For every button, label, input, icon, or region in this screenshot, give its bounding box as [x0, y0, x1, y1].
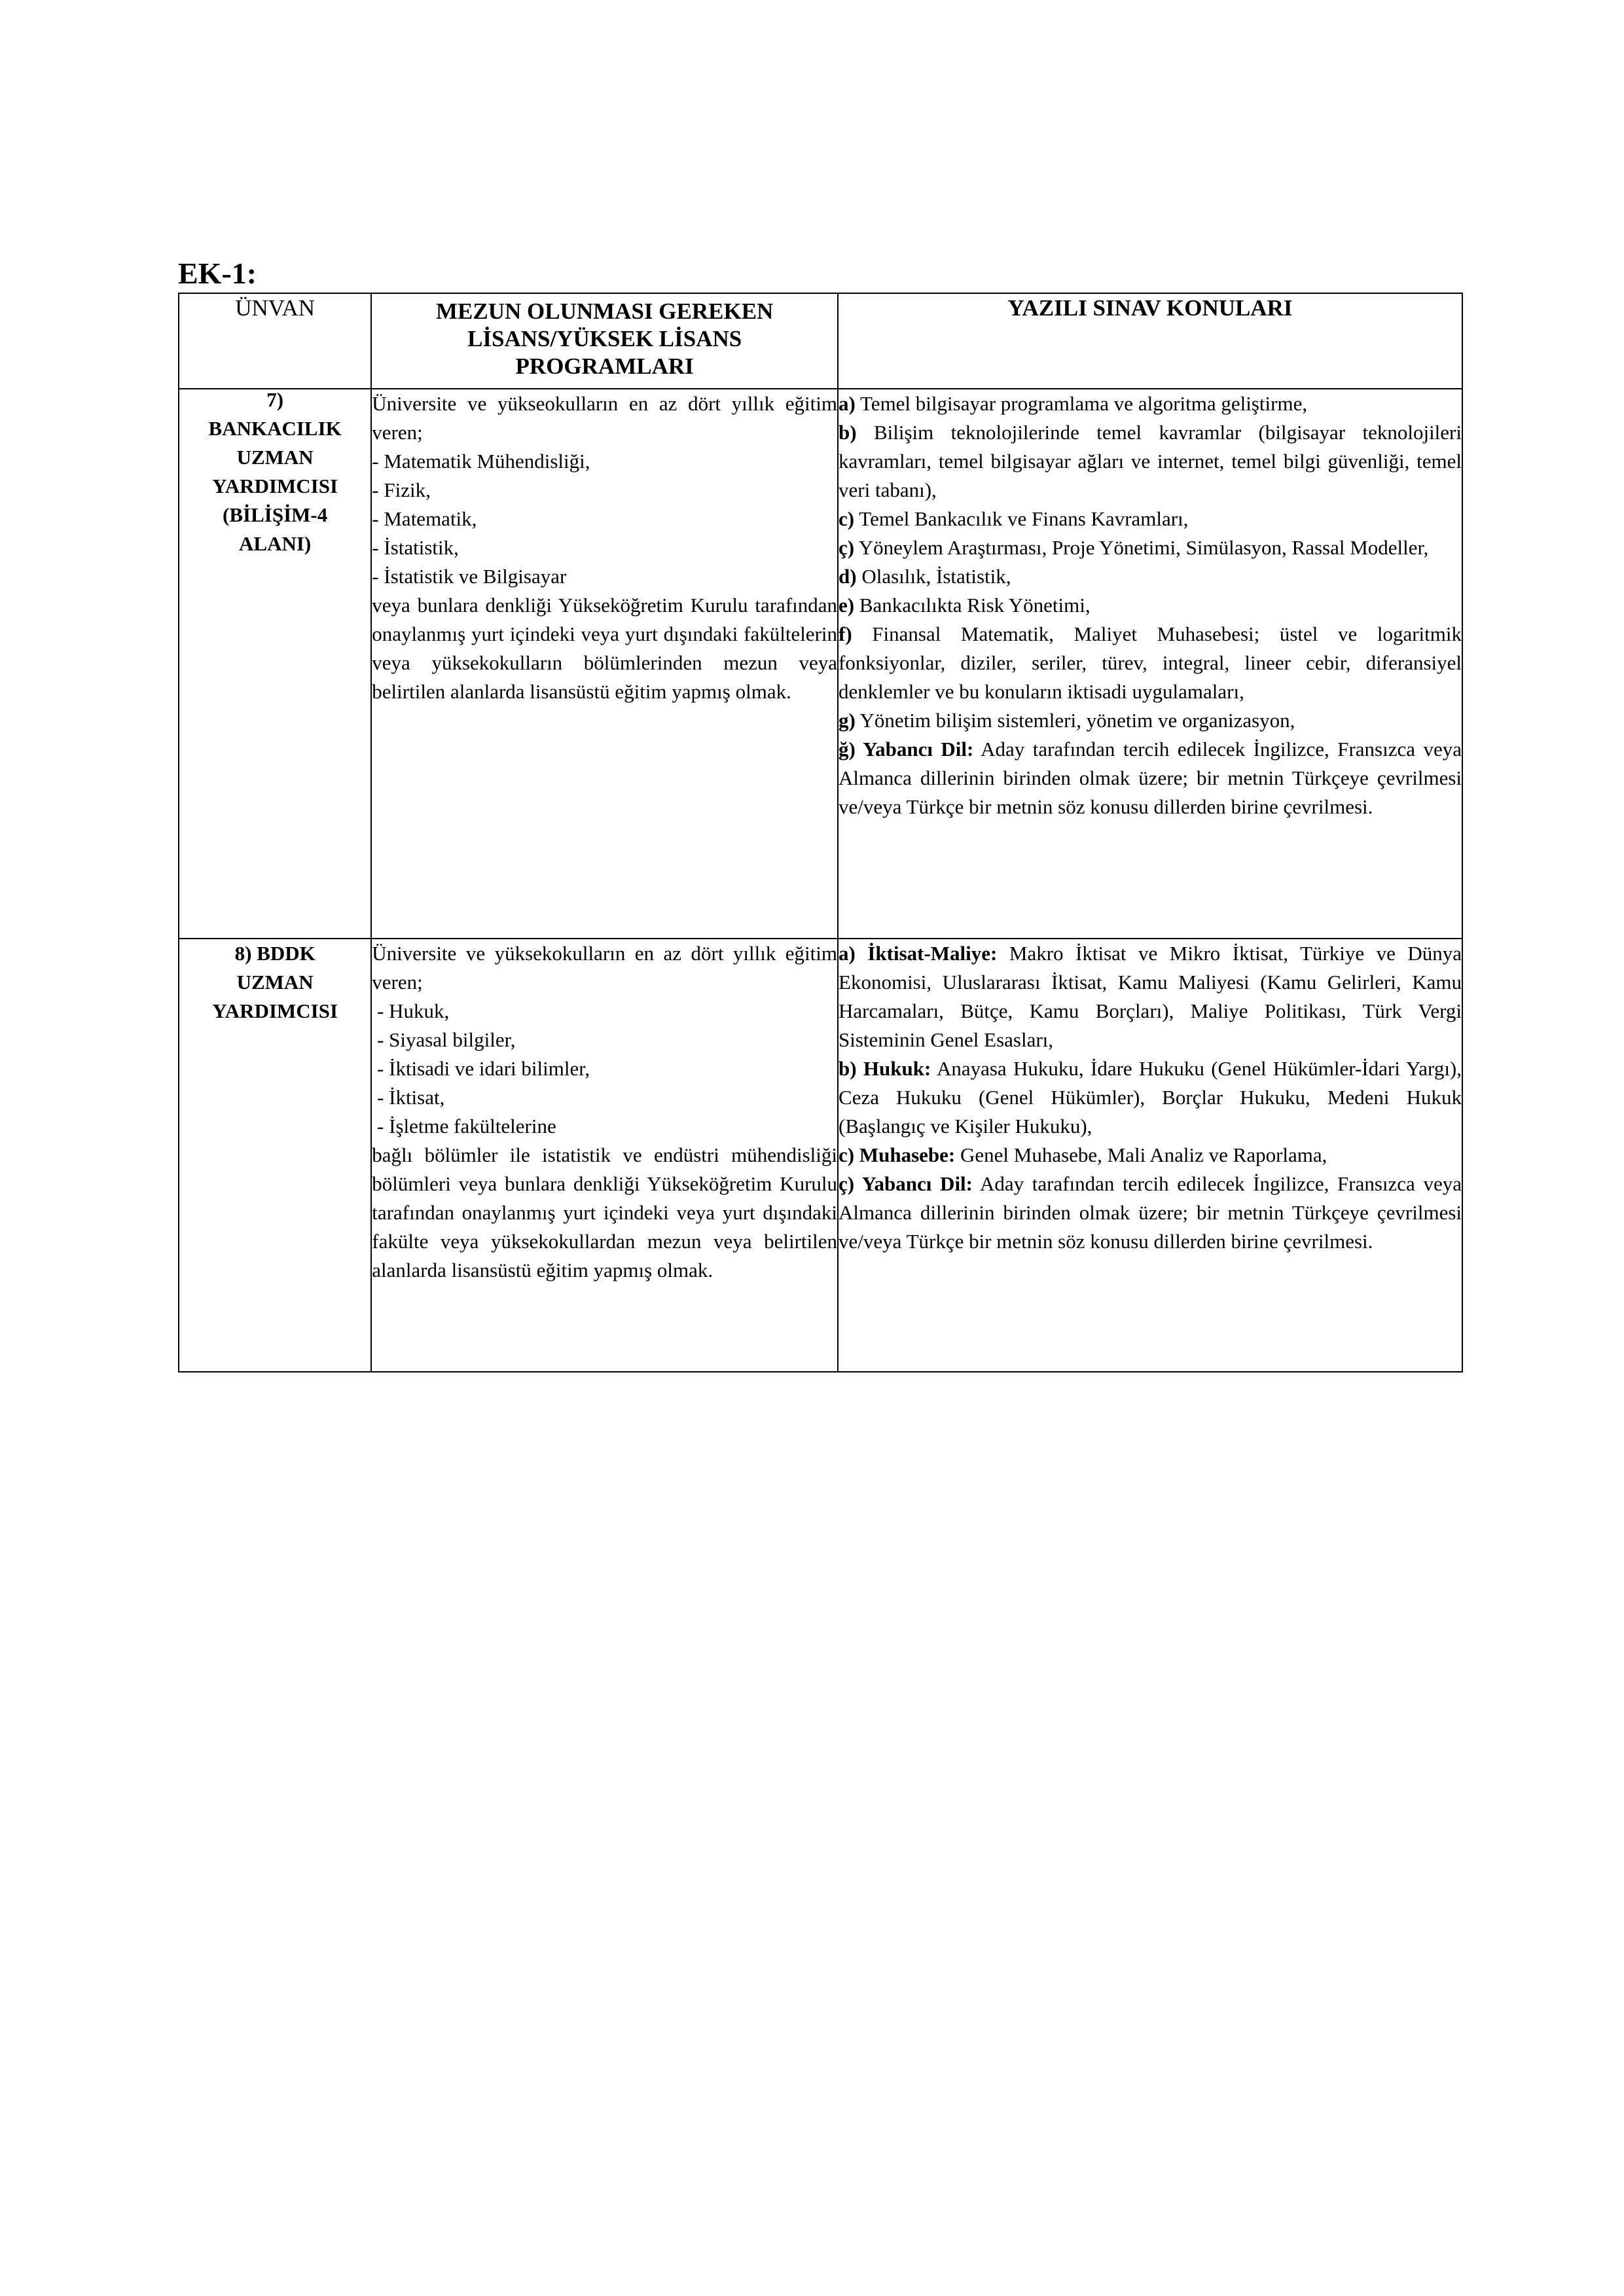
programs-outro: bağlı bölümler ile istatistik ve endüstri mühendisliği bölümleri veya bunlara denkliği Yükseköğretim Kurulu tarafından onaylanmış yurt içindeki veya yurt dışındaki fakülte veya yüksekokullardan mezun veya belirtilen alanlarda lisansüstü eğitim yapmış olmak.: [372, 1143, 838, 1282]
programs-intro: Üniversite ve yükseokulların en az dört yıllık eğitim veren;: [372, 392, 838, 444]
subject-item: [839, 418, 1462, 505]
position-title: [179, 939, 371, 1372]
subject-label: ç) Yabancı Dil:: [839, 1172, 973, 1195]
subject-text: Anayasa Hukuku, İdare Hukuku (Genel Hükümler-İdari Yargı), Ceza Hukuku (Genel Hükümler), Borçlar Hukuku, Medeni Hukuk (Başlangıç ve Kişiler Hukuku),: [839, 1057, 1462, 1138]
position-title: [179, 389, 371, 939]
position-title-line: UZMAN: [236, 446, 314, 469]
subject-label: g): [839, 709, 856, 732]
table-row: [179, 939, 1462, 1372]
program-item: - İktisadi ve idari bilimler,: [372, 1057, 590, 1080]
subject-item: [839, 505, 1462, 533]
exam-subjects: [838, 389, 1462, 939]
position-title-line: UZMAN: [236, 971, 314, 994]
position-title-line: 7): [266, 388, 284, 411]
subject-text: Yöneylem Araştırması, Proje Yönetimi, Simülasyon, Rassal Modeller,: [854, 536, 1429, 559]
program-item: - Hukuk,: [372, 999, 450, 1022]
program-item: - Fizik,: [372, 478, 431, 501]
position-title-line: (BİLİŞİM-4: [223, 503, 328, 526]
subject-item: [839, 1054, 1462, 1141]
subject-label: a) İktisat-Maliye:: [839, 942, 998, 965]
subject-label: d): [839, 565, 857, 588]
subject-item: [839, 1170, 1462, 1256]
program-item: - İstatistik ve Bilgisayar: [372, 565, 567, 588]
position-title-line: ALANI): [239, 532, 312, 555]
subject-text: Aday tarafından tercih edilecek İngilizce, Fransızca veya Almanca dillerinin birinden olmak üzere; bir metnin Türkçeye çevrilmesi ve/veya Türkçe bir metnin söz konusu dillerden birine çevrilmesi.: [839, 738, 1462, 818]
subject-item: [839, 389, 1462, 418]
subject-text: Aday tarafından tercih edilecek İngilizce, Fransızca veya Almanca dillerinin birinden olmak üzere; bir metnin Türkçeye çevrilmesi ve/veya Türkçe bir metnin söz konusu dillerden birine çevrilmesi.: [839, 1172, 1462, 1253]
program-item: - Matematik Mühendisliği,: [372, 450, 590, 473]
subject-text: Temel Bankacılık ve Finans Kavramları,: [854, 507, 1189, 530]
program-item: - İşletme fakültelerine: [372, 1115, 556, 1138]
subject-label: f): [839, 622, 852, 645]
subject-text: Yönetim bilişim sistemleri, yönetim ve organizasyon,: [855, 709, 1295, 732]
header-title: ÜNVAN: [179, 293, 371, 389]
subject-text: Makro İktisat ve Mikro İktisat, Türkiye ve Dünya Ekonomisi, Uluslararası İktisat, Kamu Maliyesi (Kamu Gelirleri, Kamu Harcamaları, Bütçe, Kamu Borçları), Maliye Politikası, Türk Vergi Sisteminin Genel Esasları,: [839, 942, 1462, 1051]
page-title: EK-1:: [178, 257, 257, 290]
subject-label: ç): [839, 536, 855, 559]
subject-label: a): [839, 392, 856, 415]
programs-outro: veya bunlara denkliği Yükseköğretim Kurulu tarafından onaylanmış yurt içindeki veya yurt dışındaki fakültelerin veya yüksekokulların bölümlerinden mezun veya belirtilen alanlarda lisansüstü eğitim yapmış olmak.: [372, 594, 838, 703]
subject-label: ğ) Yabancı Dil:: [839, 738, 974, 761]
positions-table: [178, 293, 1463, 1372]
header-programs-line: LİSANS/YÜKSEK LİSANS: [467, 326, 742, 351]
position-title-line: BANKACILIK: [208, 417, 342, 440]
subject-label: c): [839, 507, 855, 530]
subject-item: [839, 939, 1462, 1054]
header-subjects: YAZILI SINAV KONULARI: [838, 293, 1462, 389]
program-item: - Siyasal bilgiler,: [372, 1028, 516, 1051]
header-programs: [371, 293, 838, 389]
position-title-line: YARDIMCISI: [212, 999, 338, 1022]
program-item: - İktisat,: [372, 1086, 445, 1109]
subject-item: [839, 562, 1462, 591]
exam-subjects: [838, 939, 1462, 1372]
program-item: - Matematik,: [372, 507, 477, 530]
subject-label: e): [839, 594, 855, 617]
programs-intro: Üniversite ve yüksekokulların en az dört yıllık eğitim veren;: [372, 942, 838, 994]
header-programs-line: PROGRAMLARI: [515, 353, 694, 379]
subject-item: [839, 1141, 1462, 1170]
subject-text: Genel Muhasebe, Mali Analiz ve Raporlama,: [955, 1143, 1327, 1166]
position-title-line: 8) BDDK: [234, 942, 316, 965]
subject-text: Olasılık, İstatistik,: [856, 565, 1011, 588]
position-title-line: YARDIMCISI: [212, 475, 338, 497]
program-item: - İstatistik,: [372, 536, 459, 559]
subject-item: [839, 620, 1462, 706]
subject-label: b): [839, 421, 857, 444]
table-header-row: [179, 293, 1462, 389]
table-row: [179, 389, 1462, 939]
subject-item: [839, 591, 1462, 620]
subject-text: Bilişim teknolojilerinde temel kavramlar (bilgisayar teknolojileri kavramları, temel bilgisayar ağları ve internet, temel bilgi güvenliği, temel veri tabanı),: [839, 421, 1462, 501]
subject-item: [839, 706, 1462, 735]
subject-item: [839, 533, 1462, 562]
subject-text: Temel bilgisayar programlama ve algoritma geliştirme,: [855, 392, 1308, 415]
required-programs: [371, 939, 838, 1372]
subject-label: b) Hukuk:: [839, 1057, 931, 1080]
subject-text: Finansal Matematik, Maliyet Muhasebesi; üstel ve logaritmik fonksiyonlar, diziler, seriler, türev, integral, lineer cebir, diferansiyel denklemler ve bu konuların iktisadi uygulamaları,: [839, 622, 1462, 703]
subject-item: [839, 735, 1462, 821]
header-programs-line: MEZUN OLUNMASI GEREKEN: [435, 298, 774, 324]
subject-text: Bankacılıkta Risk Yönetimi,: [854, 594, 1091, 617]
subject-label: c) Muhasebe:: [839, 1143, 956, 1166]
required-programs: [371, 389, 838, 939]
